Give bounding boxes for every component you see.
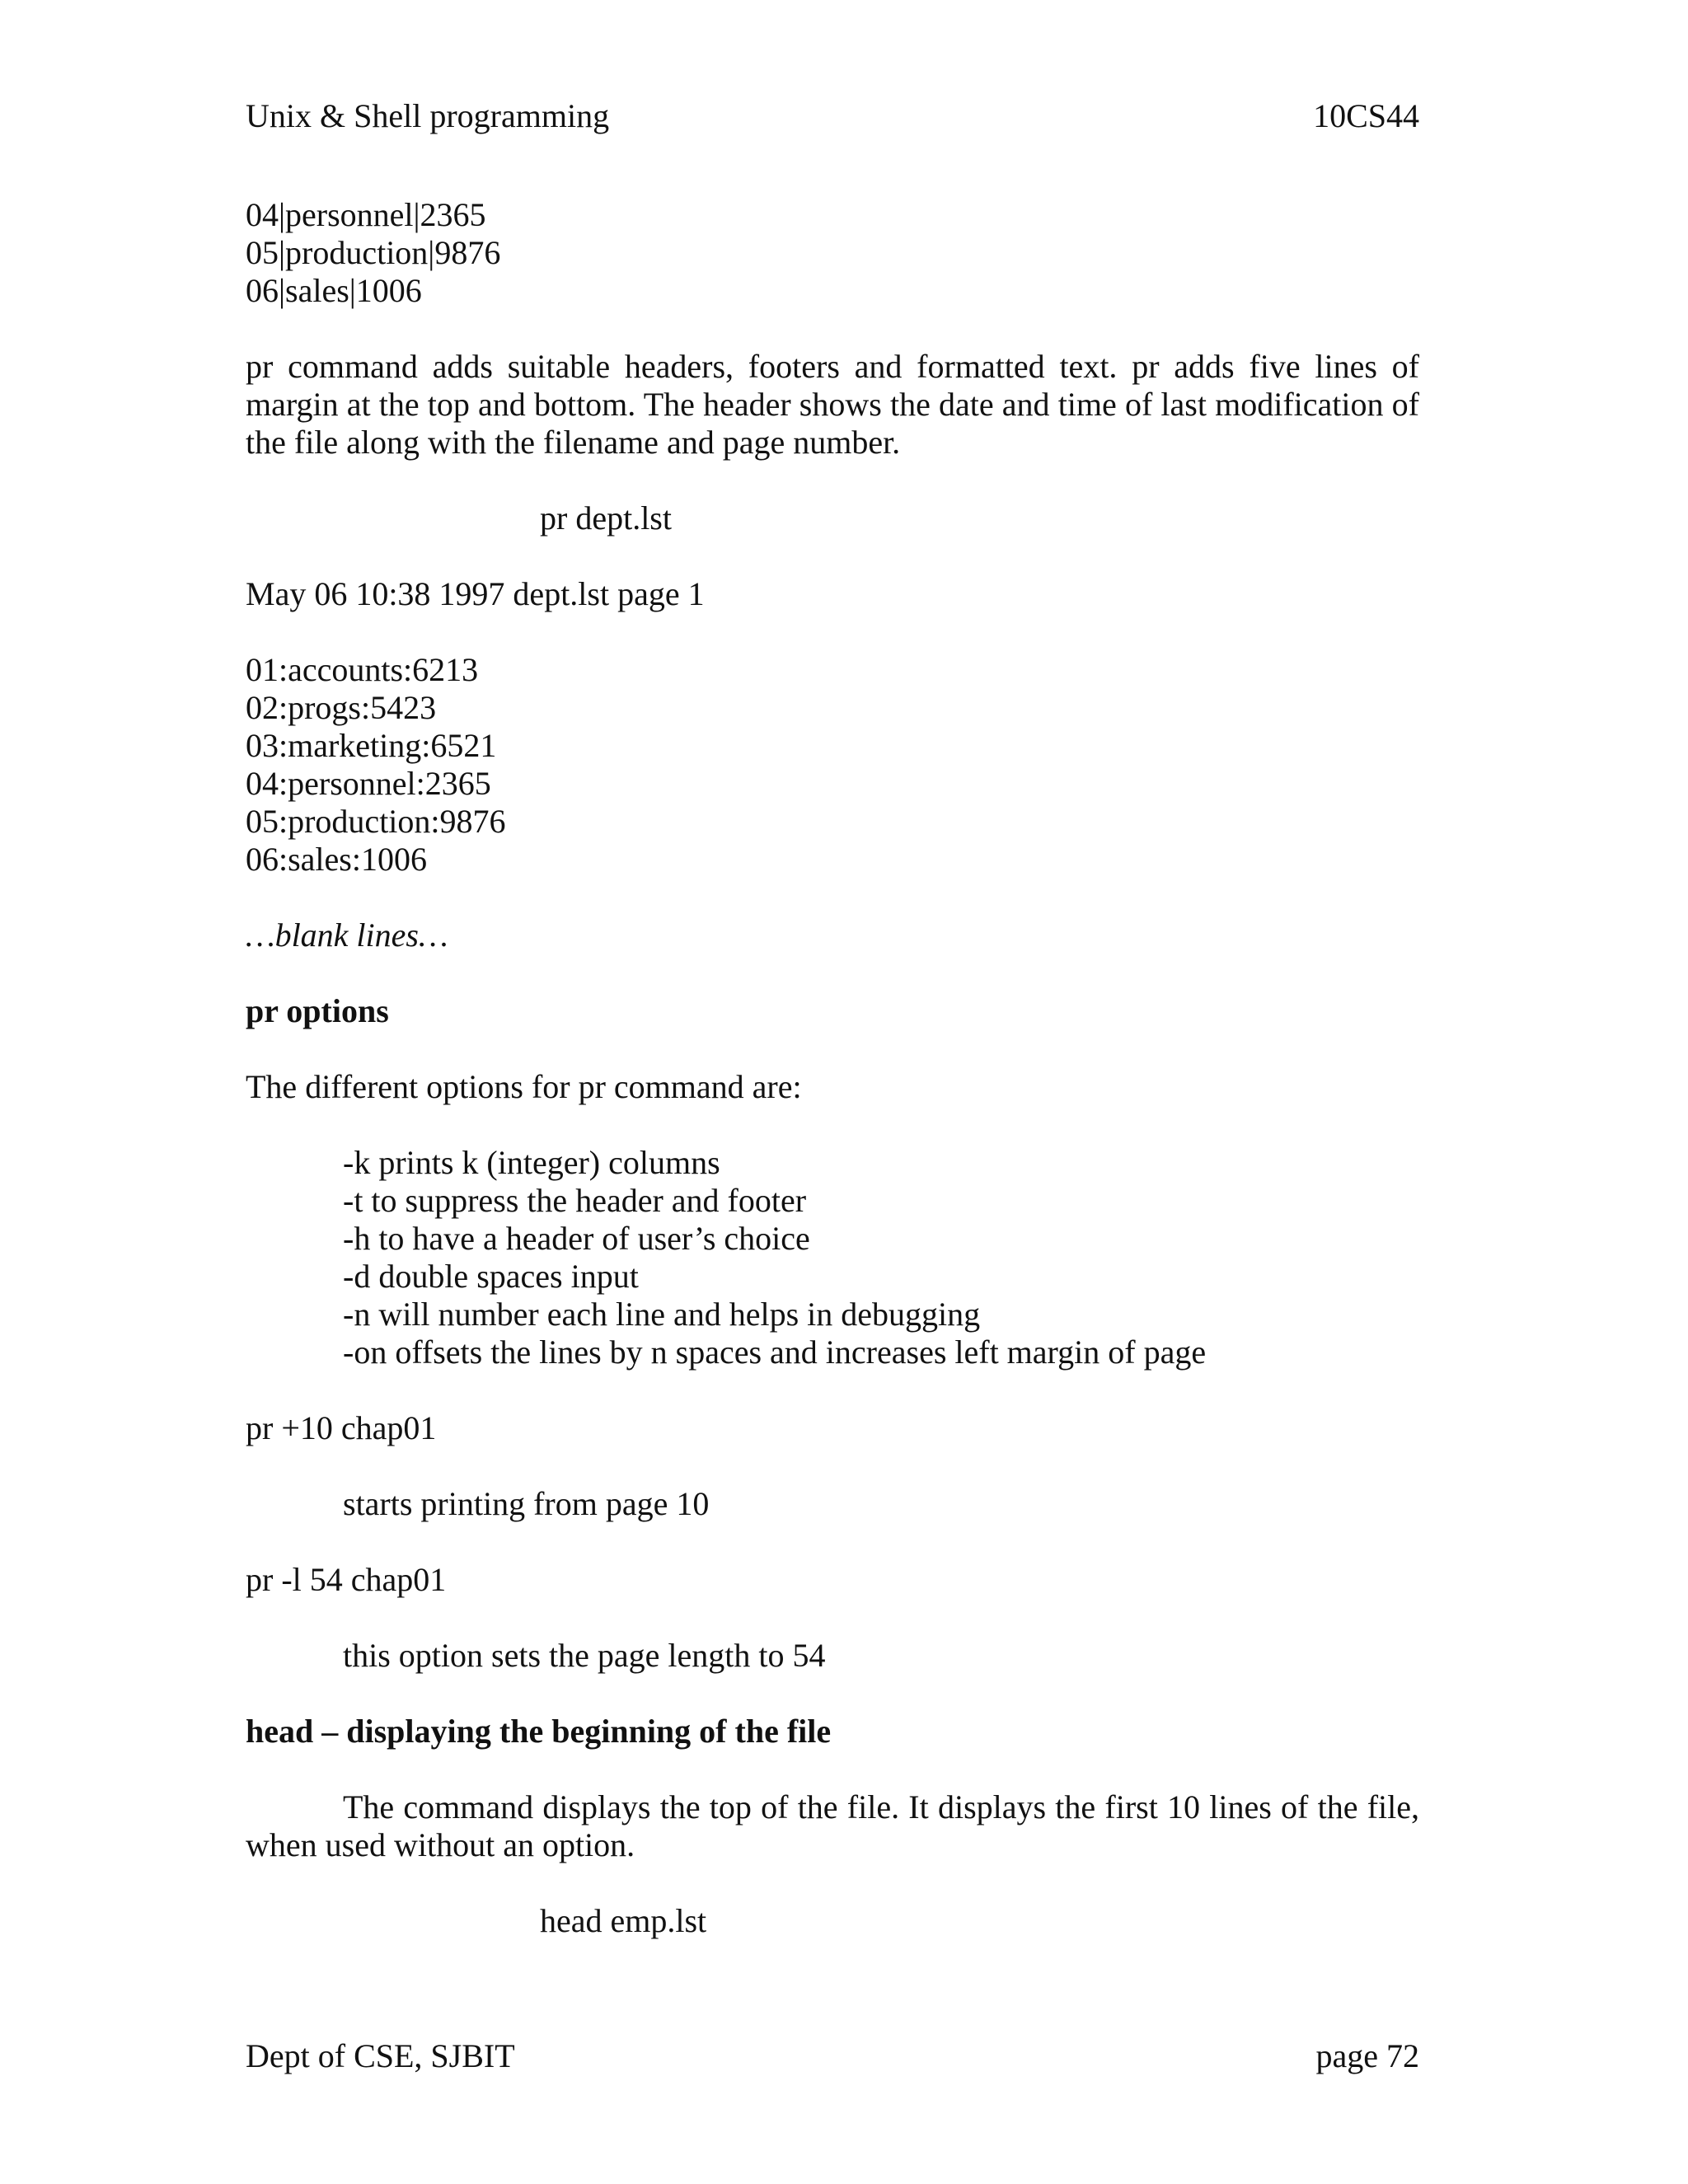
blank-lines-note: …blank lines…: [246, 916, 448, 954]
data-line: 04:personnel:2365: [246, 765, 491, 802]
data-line: 01:accounts:6213: [246, 651, 479, 688]
paragraph-line: The command displays the top of the file. It displays the first 10 lines of the file,: [343, 1788, 1419, 1825]
pr-options-intro: The different options for pr command are:: [246, 1068, 802, 1105]
pr-description-paragraph: [246, 348, 1419, 462]
option-item: -t to suppress the header and footer: [343, 1182, 807, 1219]
data-line: 05|production|9876: [246, 234, 501, 271]
footer-page-number: page 72: [1315, 2037, 1419, 2074]
paragraph-line: when used without an option.: [246, 1826, 635, 1863]
data-line: 05:production:9876: [246, 803, 506, 840]
example-description: starts printing from page 10: [343, 1485, 710, 1522]
paragraph-line: pr command adds suitable headers, footers and formatted text. pr adds five lines of: [246, 348, 1419, 385]
example-description: this option sets the page length to 54: [343, 1637, 826, 1674]
paragraph-line: margin at the top and bottom. The header shows the date and time of last modification of: [246, 386, 1419, 423]
header-course-code: 10CS44: [1313, 97, 1419, 134]
option-item: -on offsets the lines by n spaces and increases left margin of page: [343, 1333, 1207, 1371]
data-line: 06:sales:1006: [246, 841, 427, 878]
pr-output-header: May 06 10:38 1997 dept.lst page 1: [246, 575, 705, 612]
section-heading-pr-options: pr options: [246, 992, 389, 1029]
data-line: 04|personnel|2365: [246, 196, 486, 233]
footer-department: Dept of CSE, SJBIT: [246, 2037, 515, 2074]
section-heading-head: head – displaying the beginning of the file: [246, 1713, 832, 1750]
data-line: 03:marketing:6521: [246, 727, 497, 764]
option-item: -n will number each line and helps in debugging: [343, 1296, 981, 1333]
example-command: pr +10 chap01: [246, 1409, 437, 1446]
pr-command: pr dept.lst: [540, 499, 672, 537]
paragraph-line: the file along with the filename and page number.: [246, 424, 901, 461]
option-item: -h to have a header of user’s choice: [343, 1220, 810, 1257]
option-item: -k prints k (integer) columns: [343, 1144, 720, 1181]
example-command: pr -l 54 chap01: [246, 1561, 447, 1598]
option-item: -d double spaces input: [343, 1258, 639, 1295]
header-title: Unix & Shell programming: [246, 97, 610, 134]
head-command: head emp.lst: [540, 1902, 707, 1939]
head-description-paragraph: [246, 1788, 1419, 1864]
data-line: 06|sales|1006: [246, 272, 422, 309]
data-line: 02:progs:5423: [246, 689, 437, 726]
